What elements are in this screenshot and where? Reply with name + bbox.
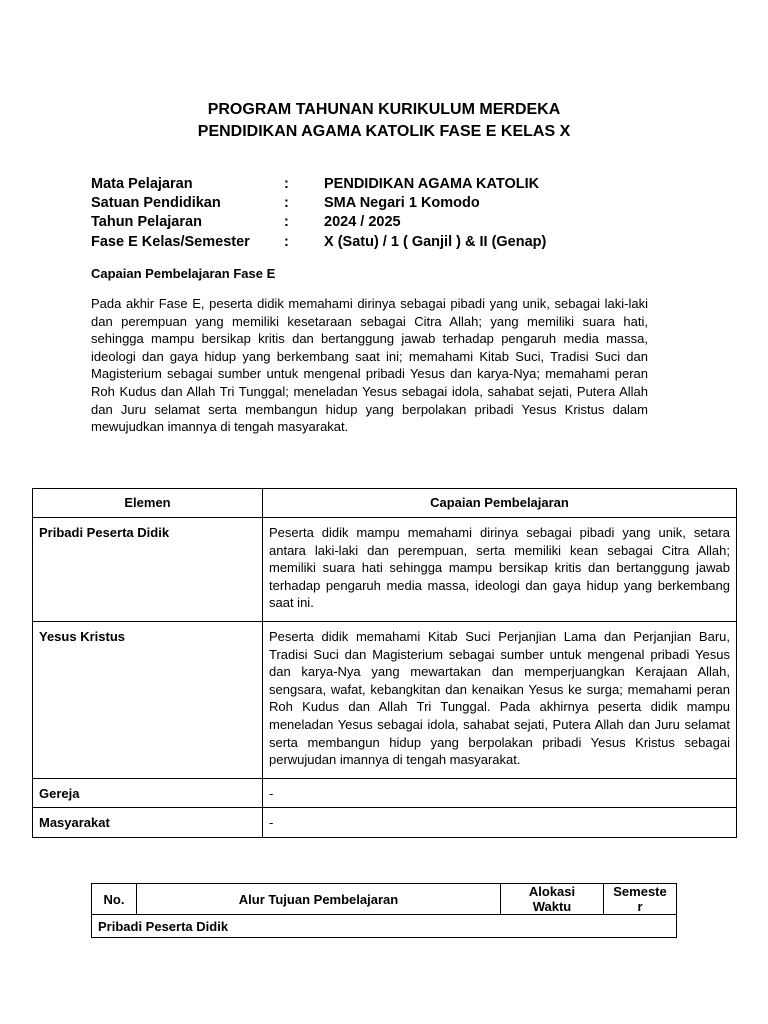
info-colon: : (284, 176, 289, 192)
header-no: No. (92, 884, 137, 915)
capaian-paragraph: Pada akhir Fase E, peserta didik memahami dirinya sebagai pibadi yang unik, sebagai laki-laki dan perempuan yang memiliki kesetaraan sebagai Citra Allah; yang memiliki suara hati, sehingga mampu bersikap kritis dan bertanggung jawab terhadap pengaruh media massa, ideologi dan gaya hidup yang berkembang saat ini; memahami Kitab Suci, Tradisi Suci dan Magisterium sebagai sumber untuk mengenal pribadi Yesus dan karya-Nya; memahami peran Roh Kudus dan Allah Tri Tunggal; meneladan Yesus sebagai idola, sahabat sejati, Putera Allah dan Juru selamat serta membangun hidup yang berpolakan pribadi Yesus Kristus dalam mewujudkan imannya di tengah masyarakat. (91, 296, 648, 435)
header-capaian-pembelajaran: Capaian Pembelajaran (263, 489, 737, 518)
table-header-row (92, 884, 677, 915)
document-title-line2: PENDIDIKAN AGAMA KATOLIK FASE E KELAS X (197, 123, 571, 140)
document-title-line1: PROGRAM TAHUNAN KURIKULUM MERDEKA (207, 101, 561, 118)
info-label: Fase E Kelas/Semester (91, 234, 250, 250)
info-label: Satuan Pendidikan (91, 195, 221, 211)
info-colon: : (284, 195, 289, 211)
header-alokasi-waktu (501, 884, 604, 915)
elemen-capaian-table (32, 488, 737, 838)
semester-line2: r (637, 899, 643, 914)
table-row (33, 778, 737, 808)
header-alur-tujuan: Alur Tujuan Pembelajaran (137, 884, 501, 915)
info-value: X (Satu) / 1 ( Ganjil ) & II (Genap) (324, 234, 547, 250)
elemen-cell: Yesus Kristus (33, 621, 263, 778)
table-row (33, 808, 737, 838)
info-value: PENDIDIKAN AGAMA KATOLIK (324, 176, 540, 192)
info-label: Mata Pelajaran (91, 176, 193, 192)
capaian-heading: Capaian Pembelajaran Fase E (91, 266, 276, 281)
capaian-cell: Peserta didik memahami Kitab Suci Perjanjian Lama dan Perjanjian Baru, Tradisi Suci dan Magisterium sebagai sumber untuk mengenal pribadi Yesus dan karya-Nya yang mewartakan dan memperjuangkan Kerajaan Allah, sengsara, wafat, kebangkitan dan kenaikan Yesus ke surga; memahami peran Roh Kudus dan Allah Tri Tunggal. Pada akhirnya peserta didik mampu meneladan Yesus sebagai idola, sahabat sejati, Putera Allah dan Juru selamat serta membangun hidup yang berpolakan pribadi Yesus Kristus sebagai perwujudan imannya di tengah masyarakat. (263, 621, 737, 778)
table-header-row (33, 489, 737, 518)
info-value: SMA Negari 1 Komodo (324, 195, 480, 211)
table-row (92, 915, 677, 938)
header-semester (604, 884, 677, 915)
info-value: 2024 / 2025 (324, 214, 401, 230)
capaian-cell: - (263, 808, 737, 838)
header-elemen: Elemen (33, 489, 263, 518)
info-label: Tahun Pelajaran (91, 214, 202, 230)
info-colon: : (284, 214, 289, 230)
capaian-cell: - (263, 778, 737, 808)
elemen-cell: Masyarakat (33, 808, 263, 838)
table-row (33, 518, 737, 622)
table-row (33, 621, 737, 778)
info-colon: : (284, 234, 289, 250)
capaian-cell: Peserta didik mampu memahami dirinya sebagai pibadi yang unik, setara antara laki-laki dan perempuan, serta memiliki kean sebagai Citra Allah; memiliki suara hati sehingga mampu bersikap kritis dan bertanggung jawab terhadap pengaruh media massa, ideologi dan gaya hidup yang berkembang saat ini. (263, 518, 737, 622)
elemen-cell: Gereja (33, 778, 263, 808)
alokasi-line1: Alokasi (528, 884, 576, 899)
alokasi-line2: Waktu (532, 899, 572, 914)
semester-line1: Semeste (613, 884, 667, 899)
elemen-cell: Pribadi Peserta Didik (33, 518, 263, 622)
section-row-label: Pribadi Peserta Didik (92, 915, 677, 938)
alur-tujuan-table (91, 883, 677, 938)
